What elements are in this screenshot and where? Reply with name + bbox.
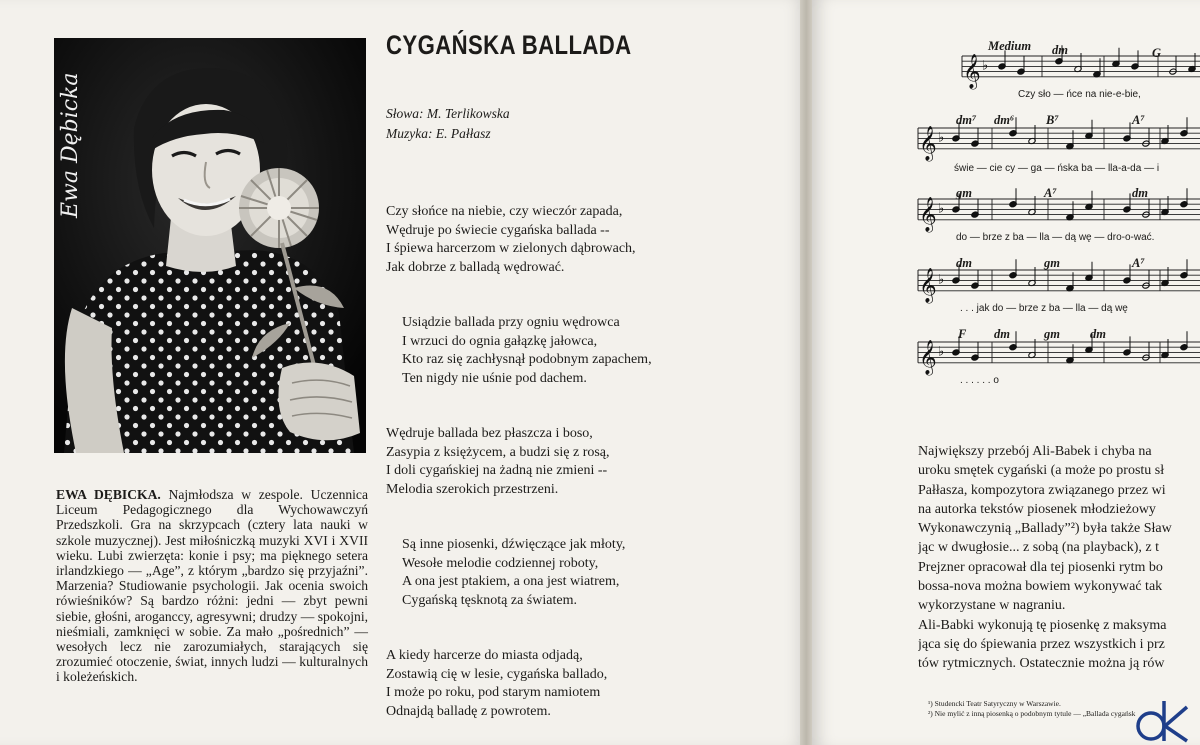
- chord-label: F: [958, 327, 967, 341]
- chord-label: dm: [1052, 43, 1068, 57]
- treble-clef-icon: 𝄞: [919, 125, 937, 161]
- treble-clef-icon: 𝄞: [919, 267, 937, 303]
- staff-lyrics: Czy sło — ńce na nie-e-bie,: [1018, 89, 1141, 100]
- flat-sign-icon: ♭: [938, 272, 945, 288]
- treble-clef-icon: 𝄞: [919, 339, 937, 375]
- chord-label: gm: [1044, 256, 1060, 270]
- song-credits: [386, 104, 510, 144]
- article-text: Największy przebój Ali-Babek i chyba na uroku smętek cygański (a może po prostu sł Pałłasza, kompozytora związanego przez wi na autorka tekstów piosenek młodzieżowy Wykonawczynią „Ballady”²) była także Sław jąc w dwugłosie... z sobą (na playback), z t Prejzner opracował dla tej piosenki rytm bo bossa-nova można bowiem wykonywać tak wykorzystane w nagraniu. Ali-Babki wykonują tę piosenkę z maksyma jąca się do śpiewania przez wszystkich i prz tów rytmicznych. Ostatecznie można ją rów: [918, 444, 1172, 672]
- chord-label: dm⁷: [956, 113, 977, 127]
- staff-lyrics: świe — cie cy — ga — ńska ba — lla-a-da — i: [954, 163, 1160, 174]
- singer-bio: [56, 487, 368, 685]
- chord-label: gm: [1044, 327, 1060, 341]
- bio-name: EWA DĘBICKA.: [56, 487, 161, 502]
- flat-sign-icon: ♭: [938, 344, 945, 360]
- treble-clef-icon: 𝄞: [963, 53, 981, 89]
- stanza-2: Usiądzie ballada przy ogniu wędrowca I wrzuci do ognia gałązkę jałowca, Kto raz się zachłysnął podobnym zapachem, Ten nigdy nie uśnie pod dachem.: [402, 315, 652, 386]
- flat-sign-icon: ♭: [982, 58, 989, 74]
- chord-label: G: [1152, 46, 1162, 60]
- stanza-3: Wędruje ballada bez płaszcza i boso, Zasypia z księżycem, a budzi się z rosą, I doli cygańskiej na żadną nie zmieni -- Melodia szerokich przestrzeni.: [386, 426, 610, 497]
- signature: Ewa Dębicka: [58, 72, 83, 218]
- chord-label: A⁷: [1132, 256, 1145, 270]
- chord-label: A⁷: [1132, 113, 1145, 127]
- portrait-illustration: [54, 38, 366, 453]
- stanza-1: Czy słońce na niebie, czy wieczór zapada, Wędruje po świecie cygańska ballada -- I śpiewa harcerzom w zielonych dąbrowach, Jak dobrze z balladą wędrować.: [386, 204, 636, 275]
- flat-sign-icon: ♭: [938, 201, 945, 217]
- portrait-photo: [54, 38, 366, 453]
- tempo-marking: Medium: [988, 39, 1032, 53]
- chord-label: A⁷: [1044, 186, 1057, 200]
- chord-label: dm: [994, 327, 1010, 341]
- credit-lyrics: Słowa: M. Terlikowska: [386, 106, 510, 121]
- chord-label: gm: [956, 186, 972, 200]
- stanza-5: A kiedy harcerze do miasta odjadą, Zostawią cię w lesie, cygańska ballado, I może po roku, pod starym namiotem Odnajdą balladę z powrotem.: [386, 648, 608, 719]
- credit-music: Muzyka: E. Pałłasz: [386, 126, 491, 141]
- footnotes: ¹) Studencki Teatr Satyryczny w Warszawie. ²) Nie mylić z inną piosenką o podobnym tytule — „Ballada cygańsk: [928, 699, 1136, 718]
- chord-label: B⁷: [1046, 113, 1059, 127]
- treble-clef-icon: 𝄞: [919, 196, 937, 232]
- chord-label: dm: [1090, 327, 1106, 341]
- dk-logo: [1135, 699, 1191, 743]
- stanza-4: Są inne piosenki, dźwięczące jak młoty, Wesołe melodie codziennej roboty, A ona jest ptakiem, a ona jest wiatrem, Cygańską tęsknotą za światem.: [402, 537, 626, 608]
- flat-sign-icon: ♭: [938, 130, 945, 146]
- song-title: CYGAŃSKA BALLADA: [386, 30, 632, 60]
- chord-label: dm: [1132, 186, 1148, 200]
- staff-lyrics: . . . . . . o: [960, 375, 999, 386]
- staff-lyrics: do — brze z ba — lla — dą wę — dro-o-wać.: [956, 232, 1155, 243]
- chord-label: dm⁶: [994, 113, 1015, 127]
- chord-label: dm: [956, 256, 972, 270]
- staff-lyrics: . . . jak do — brze z ba — lla — dą wę: [960, 303, 1128, 314]
- bio-text: Najmłodsza w zespole. Uczennica Liceum Pedagogicznego dla Wychowawczyń Przedszkoli. Gra na skrzypcach (cztery lata nauki w szkole muzycznej). Jest miłośniczką muzyki XVI i XVII wieku. Lubi zwierzęta: konie i psy; ma pięknego setera irlandzkiego — „Age”, z którym „bardzo się przyjaźni”. Marzenia? Studiowanie psychologii. Jak ocenia swoich rówieśników? Są bardzo różni: jedni — zbyt pewni siebie, głośni, aroganccy, agresywni; drudzy — spokojni, nieśmiali, zamknięci w sobie. Za mało „pośrednich” — wesołych lecz nie zarozumiałych, starających się zrozumieć otoczenie, świat, innych ludzi — kulturalnych i koleżeńskich.: [56, 487, 369, 685]
